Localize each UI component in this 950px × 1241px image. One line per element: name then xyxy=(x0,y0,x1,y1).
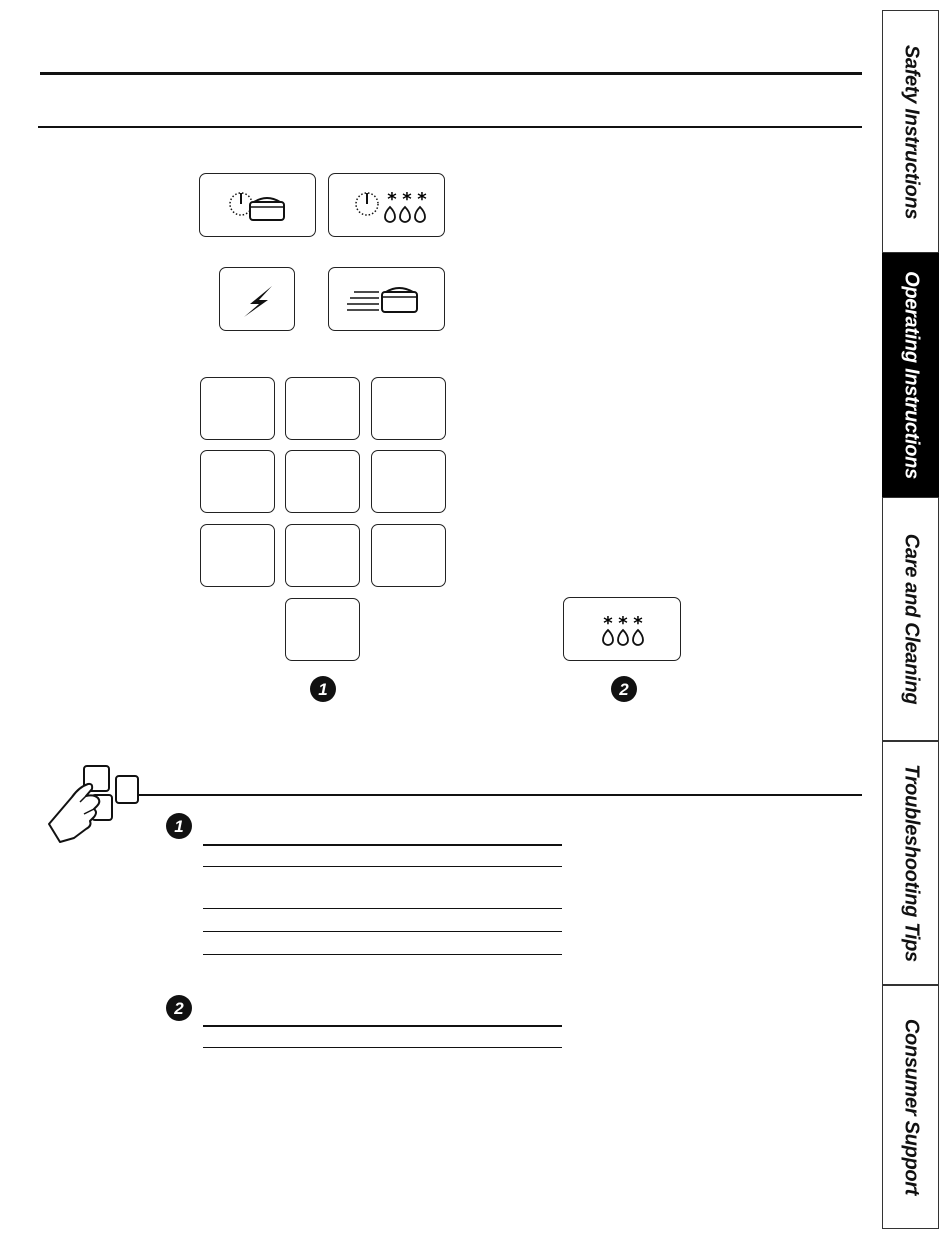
lightning-power-icon xyxy=(220,268,296,332)
step-1-table-rule xyxy=(203,931,562,932)
keypad-key-0[interactable] xyxy=(285,598,360,661)
step-1-table-rule xyxy=(203,866,562,867)
timed-defrost-snowflake-drops-icon xyxy=(329,174,446,238)
keypad-key-3[interactable] xyxy=(371,377,446,440)
step-1-number: 1 xyxy=(318,680,328,699)
keypad-key-9[interactable] xyxy=(371,524,446,587)
step-1-table-rule xyxy=(203,954,562,955)
header-top-rule xyxy=(40,72,862,75)
tab-safety-instructions[interactable] xyxy=(882,10,939,253)
defrost-button[interactable] xyxy=(563,597,681,661)
timed-defrost-snowflake-button[interactable] xyxy=(328,173,445,237)
timed-defrost-icon xyxy=(200,174,317,238)
tab-troubleshooting-tips[interactable] xyxy=(882,741,939,985)
step-1-section-marker xyxy=(165,812,193,840)
tab-operating-instructions[interactable] xyxy=(882,253,939,497)
svg-text:*: * xyxy=(633,613,643,634)
keypad-key-1[interactable] xyxy=(200,377,275,440)
svg-text:*: * xyxy=(387,189,397,210)
step-2-section-number: 2 xyxy=(174,999,184,1018)
express-cook-button[interactable] xyxy=(328,267,445,331)
header-bottom-rule xyxy=(38,126,862,128)
tab-care-and-cleaning[interactable] xyxy=(882,497,939,741)
step-1-marker xyxy=(309,675,337,703)
step-2-table-rule-top xyxy=(203,1025,562,1027)
express-cook-icon xyxy=(329,268,446,332)
keypad-key-5[interactable] xyxy=(285,450,360,513)
keypad-key-6[interactable] xyxy=(371,450,446,513)
hand-pressing-button-icon xyxy=(44,762,144,844)
tab-label: Safety Instructions xyxy=(900,44,922,219)
step-1-section-number: 1 xyxy=(174,817,184,836)
tab-label: Care and Cleaning xyxy=(900,533,922,705)
keypad-key-4[interactable] xyxy=(200,450,275,513)
timed-defrost-button[interactable] xyxy=(199,173,316,237)
keypad-key-8[interactable] xyxy=(285,524,360,587)
section-rule xyxy=(138,794,862,796)
svg-text:*: * xyxy=(417,189,427,210)
keypad-key-2[interactable] xyxy=(285,377,360,440)
power-level-button[interactable] xyxy=(219,267,295,331)
snowflake-drops-defrost-icon xyxy=(564,598,682,662)
step-1-table-rule xyxy=(203,908,562,909)
svg-text:*: * xyxy=(402,189,412,210)
svg-text:*: * xyxy=(603,613,613,634)
tab-label: Operating Instructions xyxy=(900,271,922,479)
keypad-key-7[interactable] xyxy=(200,524,275,587)
step-2-section-marker xyxy=(165,994,193,1022)
step-2-table-rule xyxy=(203,1047,562,1048)
step-1-table-rule-top xyxy=(203,844,562,846)
tab-consumer-support[interactable] xyxy=(882,985,939,1229)
step-2-number: 2 xyxy=(619,680,629,699)
tab-label: Troubleshooting Tips xyxy=(900,764,922,962)
svg-text:*: * xyxy=(618,613,628,634)
step-2-marker xyxy=(610,675,638,703)
tab-label: Consumer Support xyxy=(900,1018,922,1196)
